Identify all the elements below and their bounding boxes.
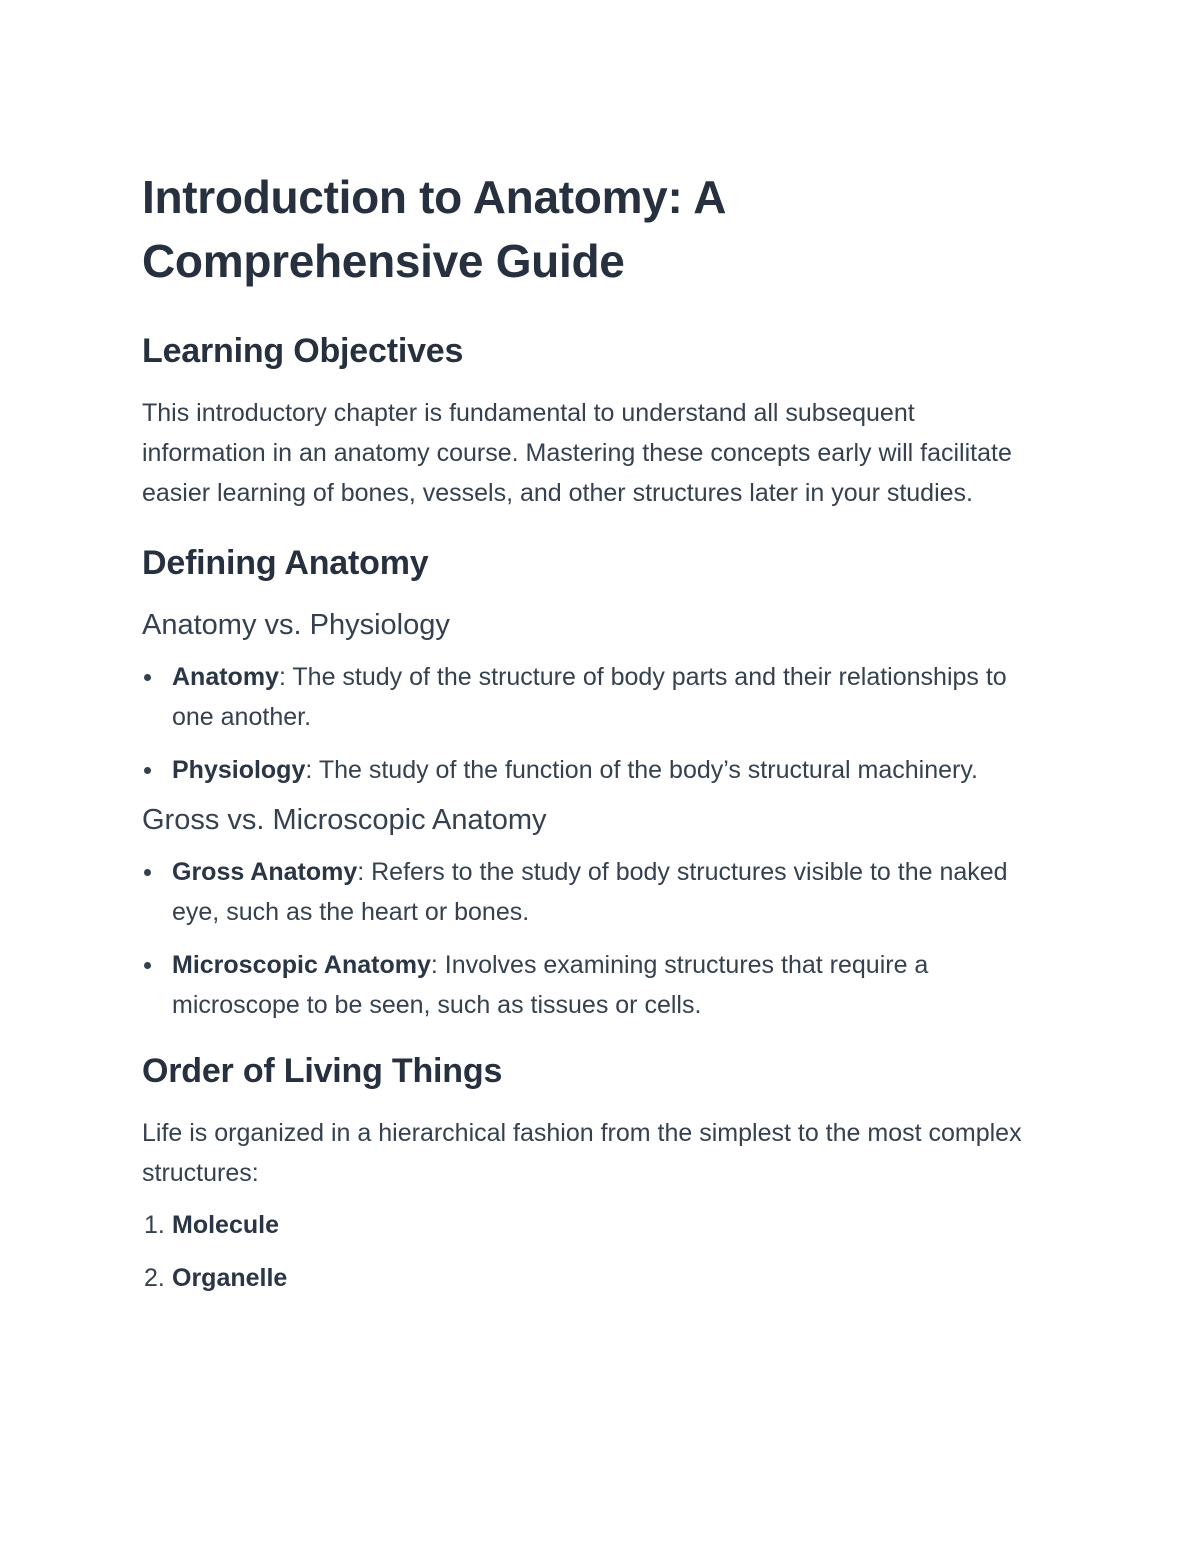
order-of-living-things-heading: Order of Living Things [142,1052,503,1090]
document-page [142,165,1032,1298]
list-item [142,657,1032,737]
list-item [142,1258,1032,1298]
list-item [142,1205,1032,1245]
list-item [142,750,1032,790]
definition-gross-anatomy: : Refers to the study of body structures visible to the naked eye, such as the heart or bones. [172,858,1008,926]
term-gross-anatomy: Gross Anatomy [172,858,358,886]
gross-vs-microscopic-list [142,852,1032,1025]
step-number: 1. [144,1211,165,1239]
bullet-icon [144,962,151,969]
term-physiology: Physiology [172,756,306,784]
learning-objectives-heading: Learning Objectives [142,332,464,370]
definition-physiology: : The study of the function of the body’s structural machinery. [305,756,978,784]
definition-microscopic-anatomy: : Involves examining structures that require a microscope to be seen, such as tissues or cells. [172,951,929,1019]
anatomy-vs-physiology-list [142,657,1032,790]
learning-objectives-text: This introductory chapter is fundamental to understand all subsequent information in an anatomy course. Mastering these concepts early will facilitate easier learning of bones, vessels, and other structures later in your studies. [142,399,1012,507]
gross-vs-microscopic-heading: Gross vs. Microscopic Anatomy [142,804,547,836]
step-label-molecule: Molecule [172,1211,279,1239]
list-item [142,945,1032,1025]
page-title: Introduction to Anatomy: A Comprehensive Guide [142,171,725,287]
step-label-organelle: Organelle [172,1264,288,1292]
anatomy-vs-physiology-heading: Anatomy vs. Physiology [142,609,450,641]
list-item [142,852,1032,932]
bullet-icon [144,869,151,876]
bullet-icon [144,674,151,681]
hierarchy-list [142,1205,1032,1298]
step-number: 2. [144,1264,165,1292]
term-anatomy: Anatomy [172,663,279,691]
term-microscopic-anatomy: Microscopic Anatomy [172,951,431,979]
definition-anatomy: : The study of the structure of body parts and their relationships to one another. [172,663,1007,731]
bullet-icon [144,767,151,774]
order-of-living-things-text: Life is organized in a hierarchical fashion from the simplest to the most complex structures: [142,1119,1022,1187]
defining-anatomy-heading: Defining Anatomy [142,544,429,582]
